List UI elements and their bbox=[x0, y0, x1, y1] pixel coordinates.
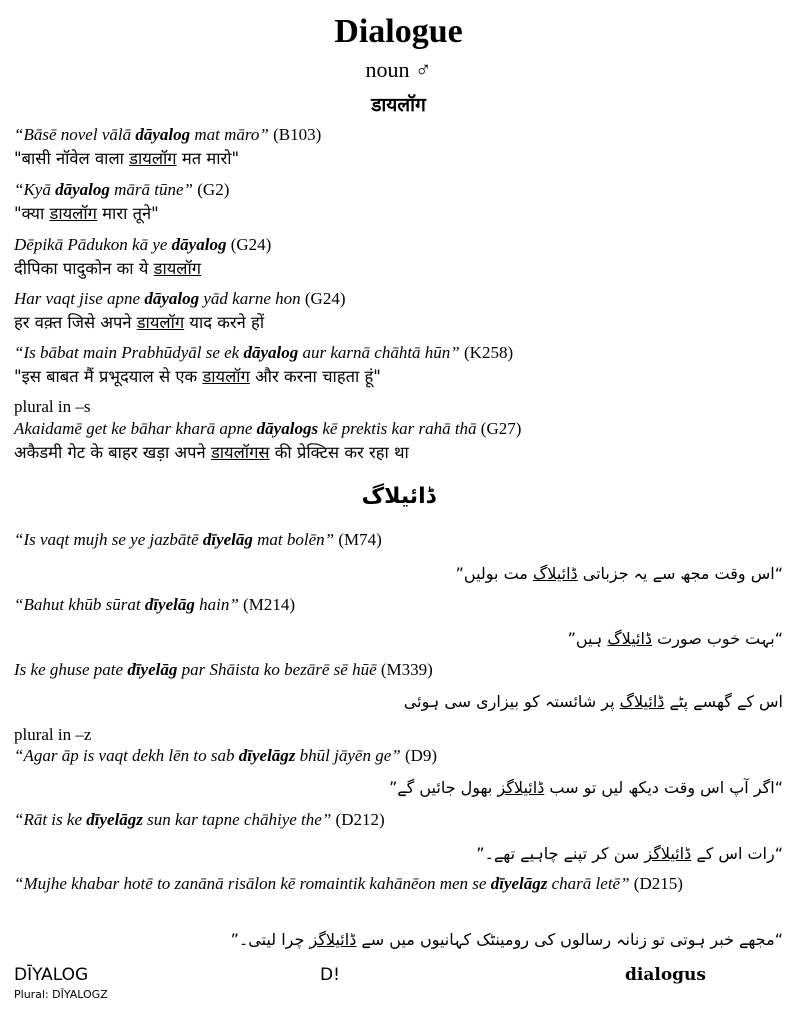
transliteration-line: “Bahut khūb sūrat dīyelāg hain” (M214) bbox=[14, 595, 295, 614]
transliteration-line: “Rāt is ke dīyelāgz sun kar tapne chāhiye the” (D212) bbox=[14, 810, 385, 829]
transliteration-line: “Bāsē novel vālā dāyalog mat māro” (B103) bbox=[14, 125, 322, 144]
urdu-line: “اگر آپ اس وقت دیکھ لیں تو سب ڈائیلاگز بھول جائیں گے” bbox=[388, 778, 783, 797]
devanagari-heading: डायलॉग bbox=[371, 94, 426, 116]
part-of-speech: noun ♂ bbox=[365, 57, 432, 82]
hindi-line: अकैडमी गेट के बाहर खड़ा अपने डायलॉगस की प्रेक्टिस कर रहा था bbox=[14, 443, 409, 462]
transliteration-line: “Is bābat main Prabhūdyāl se ek dāyalog aur karnā chāhtā hūn” (K258) bbox=[14, 343, 514, 362]
urdu-line: “بہت خوب صورت ڈائیلاگ ہیں” bbox=[567, 629, 783, 648]
hindi-line: हर वक़्त जिसे अपने डायलॉग याद करने हों bbox=[14, 313, 265, 332]
hindi-line: "क्या डायलॉग मारा तूने" bbox=[14, 204, 159, 223]
plural-label: plural in –s bbox=[14, 397, 91, 416]
urdu-line: “مجھے خبر ہوتی تو زنانہ رسالوں کی رومینٹک کہانیوں میں سے ڈائیلاگز چرا لیتی۔” bbox=[230, 930, 783, 949]
hindi-line: "बासी नॉवेल वाला डायलॉग मत मारो" bbox=[14, 149, 240, 168]
plural-label: plural in –z bbox=[14, 725, 92, 744]
footer-transliteration: DĪYALOG bbox=[14, 965, 89, 985]
transliteration-line: “Kyā dāyalog mārā tūne” (G2) bbox=[14, 180, 230, 199]
transliteration-line: “Is vaqt mujh se ye jazbātē dīyelāg mat bolēn” (M74) bbox=[14, 530, 382, 549]
entry-title: Dialogue bbox=[334, 13, 463, 50]
urdu-line: اس کے گھسے پٹے ڈائیلاگ پر شائستہ کو بیزاری سی ہوئی bbox=[403, 692, 783, 711]
urdu-heading: ڈائیلاگ bbox=[361, 484, 436, 509]
hindi-line: "इस बाबत मैं प्रभूदयाल से एक डायलॉग और करना चाहता हूं" bbox=[14, 367, 381, 386]
transliteration-line: “Mujhe khabar hotē to zanānā risālon kē romaintik kahānēon men se dīyelāgz charā letē” (D215) bbox=[14, 874, 683, 893]
footer-plural: Plural: DĪYALOGZ bbox=[14, 988, 108, 1001]
transliteration-line: “Agar āp is vaqt dekh lēn to sab dīyelāgz bhūl jāyēn ge” (D9) bbox=[14, 746, 438, 765]
hindi-line: दीपिका पादुकोन का ये डायलॉग bbox=[14, 259, 202, 278]
footer-etymology: dialogus bbox=[625, 965, 706, 985]
transliteration-line: Is ke ghuse pate dīyelāg par Shāista ko bezārē sē hūē (M339) bbox=[14, 660, 433, 679]
transliteration-line: Akaidamē get ke bāhar kharā apne dāyalogs kē prektis kar rahā thā (G27) bbox=[14, 419, 522, 438]
footer-code: D! bbox=[320, 965, 340, 985]
urdu-line: “اس وقت مجھ سے یہ جزباتی ڈائیلاگ مت بولیں” bbox=[455, 564, 783, 583]
transliteration-line: Dēpikā Pādukon kā ye dāyalog (G24) bbox=[14, 235, 272, 254]
urdu-line: “رات اس کے ڈائیلاگز سن کر تپنے چاہیے تھے۔” bbox=[476, 844, 783, 863]
transliteration-line: Har vaqt jise apne dāyalog yād karne hon (G24) bbox=[14, 289, 346, 308]
